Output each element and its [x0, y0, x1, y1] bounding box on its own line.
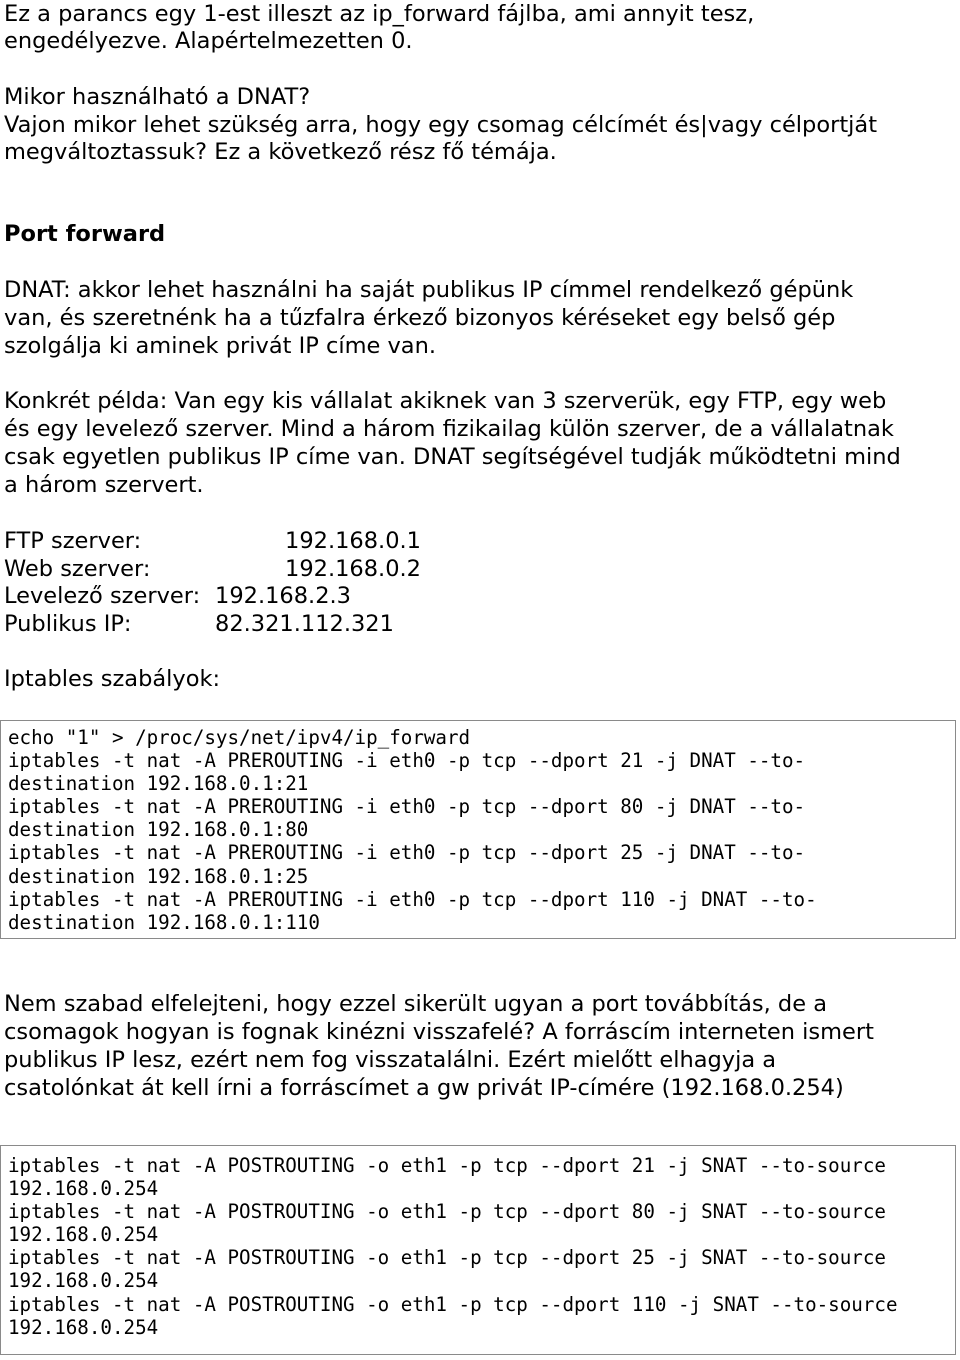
server-label: Levelező szerver: — [4, 583, 201, 609]
code-line: iptables -t nat -A PREROUTING -i eth0 -p tcp --dport 25 -j DNAT --to- — [8, 841, 806, 865]
section-title: Port forward — [4, 221, 166, 247]
server-row — [4, 610, 394, 638]
code-line: iptables -t nat -A POSTROUTING -o eth1 -p tcp --dport 80 -j SNAT --to-source — [8, 1200, 886, 1224]
dnat-paragraph-line: szolgálja ki aminek privát IP címe van. — [4, 333, 437, 359]
code-line: 192.168.0.254 — [8, 1177, 159, 1201]
example-paragraph-line: a három szervert. — [4, 472, 204, 498]
code-line: iptables -t nat -A PREROUTING -i eth0 -p tcp --dport 110 -j DNAT --to- — [8, 887, 817, 911]
intro-line: engedélyezve. Alapértelmezetten 0. — [4, 28, 413, 54]
server-label: Publikus IP: — [4, 611, 132, 637]
example-paragraph-line: Konkrét példa: Van egy kis vállalat akiknek van 3 szerverük, egy FTP, egy web — [4, 388, 887, 414]
server-label: Web szerver: — [4, 556, 151, 582]
example-paragraph-line: és egy levelező szerver. Mind a három fizikailag külön szerver, de a vállalatnak — [4, 416, 894, 442]
dnat-paragraph-line: DNAT: akkor lehet használni ha saját publikus IP címmel rendelkező gépünk — [4, 277, 854, 303]
intro-line: Ez a parancs egy 1-est illeszt az ip_forward fájlba, ami annyit tesz, — [4, 1, 755, 27]
server-ip: 192.168.0.1 — [285, 528, 421, 554]
code-block-snat — [0, 1145, 956, 1355]
server-ip: 82.321.112.321 — [215, 611, 394, 637]
snat-paragraph-line: csomagok hogyan is fognak kinézni visszafelé? A forráscím interneten ismert — [4, 1019, 874, 1045]
code-line: echo "1" > /proc/sys/net/ipv4/ip_forward — [8, 726, 471, 749]
code-line: 192.168.0.254 — [8, 1315, 159, 1339]
code-line: iptables -t nat -A PREROUTING -i eth0 -p tcp --dport 80 -j DNAT --to- — [8, 795, 806, 819]
server-row — [4, 582, 351, 610]
intro-line: megváltoztassuk? Ez a következő rész fő témája. — [4, 139, 557, 165]
code-line: destination 192.168.0.1:25 — [8, 864, 309, 888]
rules-heading: Iptables szabályok: — [4, 666, 221, 692]
code-line: 192.168.0.254 — [8, 1269, 159, 1293]
snat-paragraph-line: csatolónkat át kell írni a forráscímet a gw privát IP-címére (192.168.0.254) — [4, 1075, 844, 1101]
intro-line: Vajon mikor lehet szükség arra, hogy egy csomag célcímét és|vagy célportját — [4, 112, 878, 138]
dnat-paragraph-line: van, és szeretnénk ha a tűzfalra érkező bizonyos kéréseket egy belső gép — [4, 305, 836, 331]
server-row — [4, 555, 421, 583]
code-line: destination 192.168.0.1:80 — [8, 818, 309, 842]
intro-line: Mikor használható a DNAT? — [4, 84, 311, 110]
code-line: iptables -t nat -A POSTROUTING -o eth1 -p tcp --dport 110 -j SNAT --to-source — [8, 1292, 898, 1316]
snat-paragraph-line: publikus IP lesz, ezért nem fog visszatalálni. Ezért mielőtt elhagyja a — [4, 1047, 777, 1073]
code-line: iptables -t nat -A POSTROUTING -o eth1 -p tcp --dport 21 -j SNAT --to-source — [8, 1154, 886, 1177]
code-line: destination 192.168.0.1:110 — [8, 910, 320, 934]
code-line: iptables -t nat -A PREROUTING -i eth0 -p tcp --dport 21 -j DNAT --to- — [8, 749, 806, 773]
code-line: iptables -t nat -A POSTROUTING -o eth1 -p tcp --dport 25 -j SNAT --to-source — [8, 1246, 886, 1270]
server-label: FTP szerver: — [4, 528, 142, 554]
server-ip: 192.168.2.3 — [215, 583, 351, 609]
snat-paragraph-line: Nem szabad elfelejteni, hogy ezzel sikerült ugyan a port továbbítás, de a — [4, 991, 827, 1017]
server-row — [4, 527, 421, 555]
example-paragraph-line: csak egyetlen publikus IP címe van. DNAT segítségével tudják működtetni mind — [4, 444, 901, 470]
code-line: 192.168.0.254 — [8, 1223, 159, 1247]
code-block-dnat — [0, 720, 956, 939]
server-ip: 192.168.0.2 — [285, 556, 421, 582]
code-line: destination 192.168.0.1:21 — [8, 772, 309, 796]
